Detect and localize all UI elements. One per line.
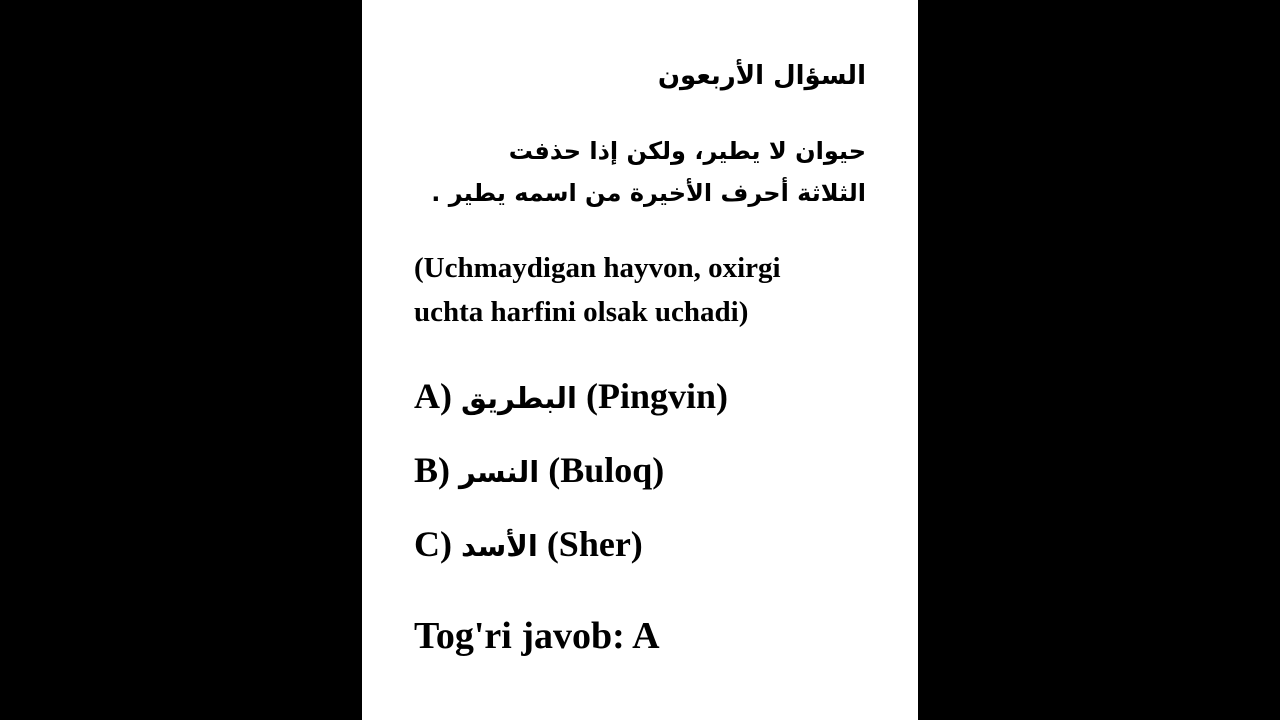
option-a — [414, 374, 728, 420]
option-b-translation: (Buloq) — [548, 450, 665, 490]
correct-answer: Tog'ri javob: A — [414, 615, 660, 657]
question-text-arabic — [431, 130, 866, 214]
option-b-arabic: النسر — [459, 455, 540, 489]
question-title: السؤال الأربعون — [657, 61, 866, 91]
option-c-arabic: الأسد — [461, 529, 538, 563]
question-line-1: حيوان لا يطير، ولكن إذا حذفت — [508, 137, 866, 165]
translation-line-2: uchta harfini olsak uchadi) — [414, 296, 749, 328]
question-translation — [414, 246, 781, 334]
question-card — [362, 0, 918, 720]
option-a-letter: A) — [414, 376, 452, 416]
option-c — [414, 522, 643, 568]
option-b-letter: B) — [414, 450, 450, 490]
question-line-2: الثلاثة أحرف الأخيرة من اسمه يطير . — [431, 179, 866, 207]
option-c-translation: (Sher) — [546, 524, 643, 564]
option-c-letter: C) — [414, 524, 452, 564]
translation-line-1: (Uchmaydigan hayvon, oxirgi — [414, 252, 781, 284]
option-b — [414, 448, 664, 494]
option-a-translation: (Pingvin) — [586, 376, 729, 416]
option-a-arabic: البطريق — [461, 381, 577, 415]
